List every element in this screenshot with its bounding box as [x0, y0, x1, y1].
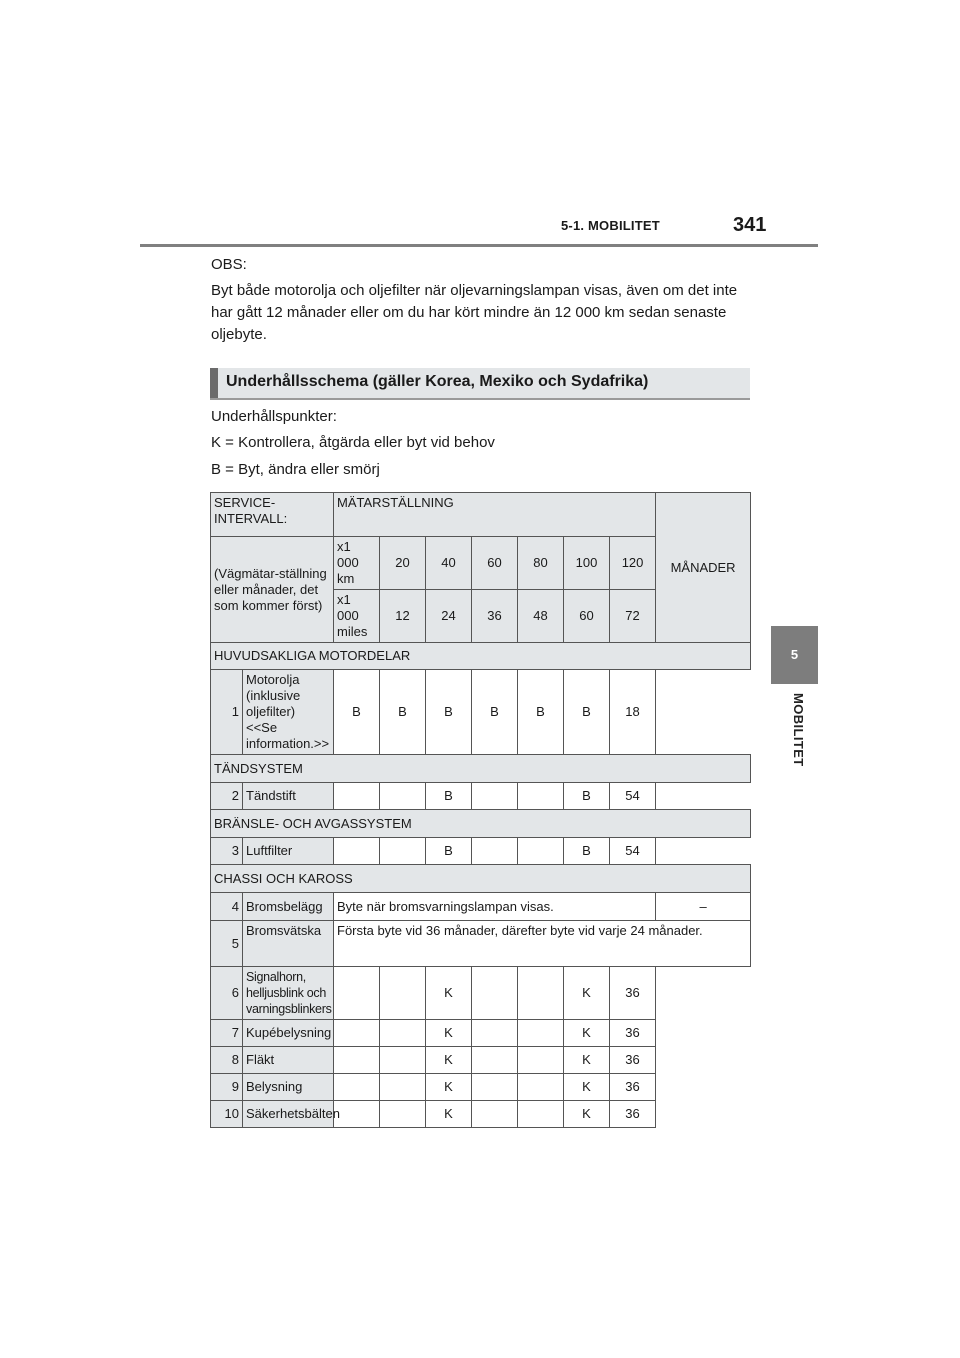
row-months: 36: [610, 1047, 656, 1074]
section-accent: [210, 368, 218, 398]
cell: B: [472, 670, 518, 755]
cell: [334, 1101, 380, 1128]
km-value: 80: [518, 537, 564, 590]
cell: [334, 967, 380, 1020]
cell: [334, 1047, 380, 1074]
km-value: 40: [426, 537, 472, 590]
km-value: 100: [564, 537, 610, 590]
row-item: Säkerhetsbälten: [243, 1101, 334, 1128]
cell: K: [426, 1101, 472, 1128]
cell: B: [334, 670, 380, 755]
chapter-side-label: MOBILITET: [791, 693, 806, 767]
cell: [380, 783, 426, 810]
row-item: Signalhorn, helljusblink och varningsblinkers: [243, 967, 334, 1020]
row-number: 5: [211, 921, 243, 967]
cell: K: [426, 967, 472, 1020]
cell: [518, 783, 564, 810]
cell: [380, 838, 426, 865]
cell: K: [564, 1101, 610, 1128]
row-number: 10: [211, 1101, 243, 1128]
row-item: Kupébelysning: [243, 1020, 334, 1047]
cell: [380, 1074, 426, 1101]
cell: B: [426, 783, 472, 810]
row-item: Tändstift: [243, 783, 334, 810]
cell: [472, 838, 518, 865]
row-number: 4: [211, 893, 243, 921]
cell: B: [426, 838, 472, 865]
row-months: 36: [610, 1101, 656, 1128]
group-chassis: CHASSI OCH KAROSS: [211, 865, 751, 893]
miles-value: 12: [380, 590, 426, 643]
cell: [518, 1101, 564, 1128]
row-months: –: [656, 893, 751, 921]
cell: [518, 1047, 564, 1074]
cell: B: [518, 670, 564, 755]
cell: [334, 1020, 380, 1047]
odometer-label: MÄTARSTÄLLNING: [334, 493, 656, 537]
miles-value: 48: [518, 590, 564, 643]
cell: [472, 1101, 518, 1128]
cell: K: [564, 1047, 610, 1074]
row-number: 6: [211, 967, 243, 1020]
page-number: 341: [733, 214, 767, 236]
cell: B: [564, 670, 610, 755]
obs-label: OBS:: [211, 256, 247, 273]
row-months: 54: [610, 783, 656, 810]
cell: K: [426, 1047, 472, 1074]
miles-label: x1 000 miles: [334, 590, 380, 643]
cell: B: [380, 670, 426, 755]
maintenance-table: [210, 492, 751, 1128]
cell: [518, 1074, 564, 1101]
group-engine: HUVUDSAKLIGA MOTORDELAR: [211, 643, 751, 670]
row-item: Bromsvätska: [243, 921, 334, 967]
obs-note: Byt både motorolja och oljefilter när oljevarningslampan visas, även om det inte har gått 12 månader eller om du har kört mindre än 12 000 km sedan senaste oljebyte.: [211, 282, 738, 343]
cell: [380, 967, 426, 1020]
cell: [380, 1101, 426, 1128]
chapter-tab[interactable]: 5: [771, 626, 818, 684]
row-number: 7: [211, 1020, 243, 1047]
cell: [334, 838, 380, 865]
months-header: MÅNADER: [656, 493, 751, 643]
km-value: 120: [610, 537, 656, 590]
cell: K: [426, 1020, 472, 1047]
section-title: Underhållsschema (gäller Korea, Mexiko och Sydafrika): [226, 373, 649, 390]
cell: K: [564, 1020, 610, 1047]
km-value: 20: [380, 537, 426, 590]
miles-value: 24: [426, 590, 472, 643]
row-number: 9: [211, 1074, 243, 1101]
row-number: 8: [211, 1047, 243, 1074]
km-value: 60: [472, 537, 518, 590]
cell: [518, 1020, 564, 1047]
section-title-bar: [210, 368, 750, 400]
row-instruction: Första byte vid 36 månader, därefter byte vid varje 24 månader.: [334, 921, 751, 967]
row-months: 36: [610, 1074, 656, 1101]
cell: [334, 1074, 380, 1101]
row-months: 36: [610, 967, 656, 1020]
legend-k: K = Kontrollera, åtgärda eller byt vid behov: [211, 434, 495, 451]
miles-value: 60: [564, 590, 610, 643]
cell: K: [564, 1074, 610, 1101]
row-instruction: Byte när bromsvarningslampan visas.: [334, 893, 656, 921]
row-number: 2: [211, 783, 243, 810]
miles-value: 72: [610, 590, 656, 643]
cell: [472, 783, 518, 810]
cell: [518, 838, 564, 865]
row-months: 36: [610, 1020, 656, 1047]
row-item: Belysning: [243, 1074, 334, 1101]
cell: B: [426, 670, 472, 755]
cell: B: [564, 838, 610, 865]
cell: [334, 783, 380, 810]
miles-value: 36: [472, 590, 518, 643]
row-months: 18: [610, 670, 656, 755]
row-item: Motorolja (inklusive oljefilter) <<Se information.>>: [243, 670, 334, 755]
cell: [518, 967, 564, 1020]
group-fuel: BRÄNSLE- OCH AVGASSYSTEM: [211, 810, 751, 838]
cell: [472, 1020, 518, 1047]
legend-title: Underhållspunkter:: [211, 408, 337, 425]
cell: [380, 1020, 426, 1047]
cell: K: [564, 967, 610, 1020]
cell: [472, 1047, 518, 1074]
legend-b: B = Byt, ändra eller smörj: [211, 461, 380, 478]
cell: B: [564, 783, 610, 810]
section-heading: 5-1. MOBILITET: [561, 218, 660, 233]
row-item: Luftfilter: [243, 838, 334, 865]
interval-note: (Vägmätar-ställning eller månader, det som kommer först): [211, 537, 334, 643]
cell: [380, 1047, 426, 1074]
row-item: Bromsbelägg: [243, 893, 334, 921]
cell: [472, 967, 518, 1020]
cell: K: [426, 1074, 472, 1101]
header-divider: [140, 244, 818, 247]
service-interval-label: SERVICE- INTERVALL:: [211, 493, 334, 537]
row-number: 1: [211, 670, 243, 755]
group-ignition: TÄNDSYSTEM: [211, 755, 751, 783]
row-item: Fläkt: [243, 1047, 334, 1074]
km-label: x1 000 km: [334, 537, 380, 590]
row-months: 54: [610, 838, 656, 865]
cell: [472, 1074, 518, 1101]
row-number: 3: [211, 838, 243, 865]
